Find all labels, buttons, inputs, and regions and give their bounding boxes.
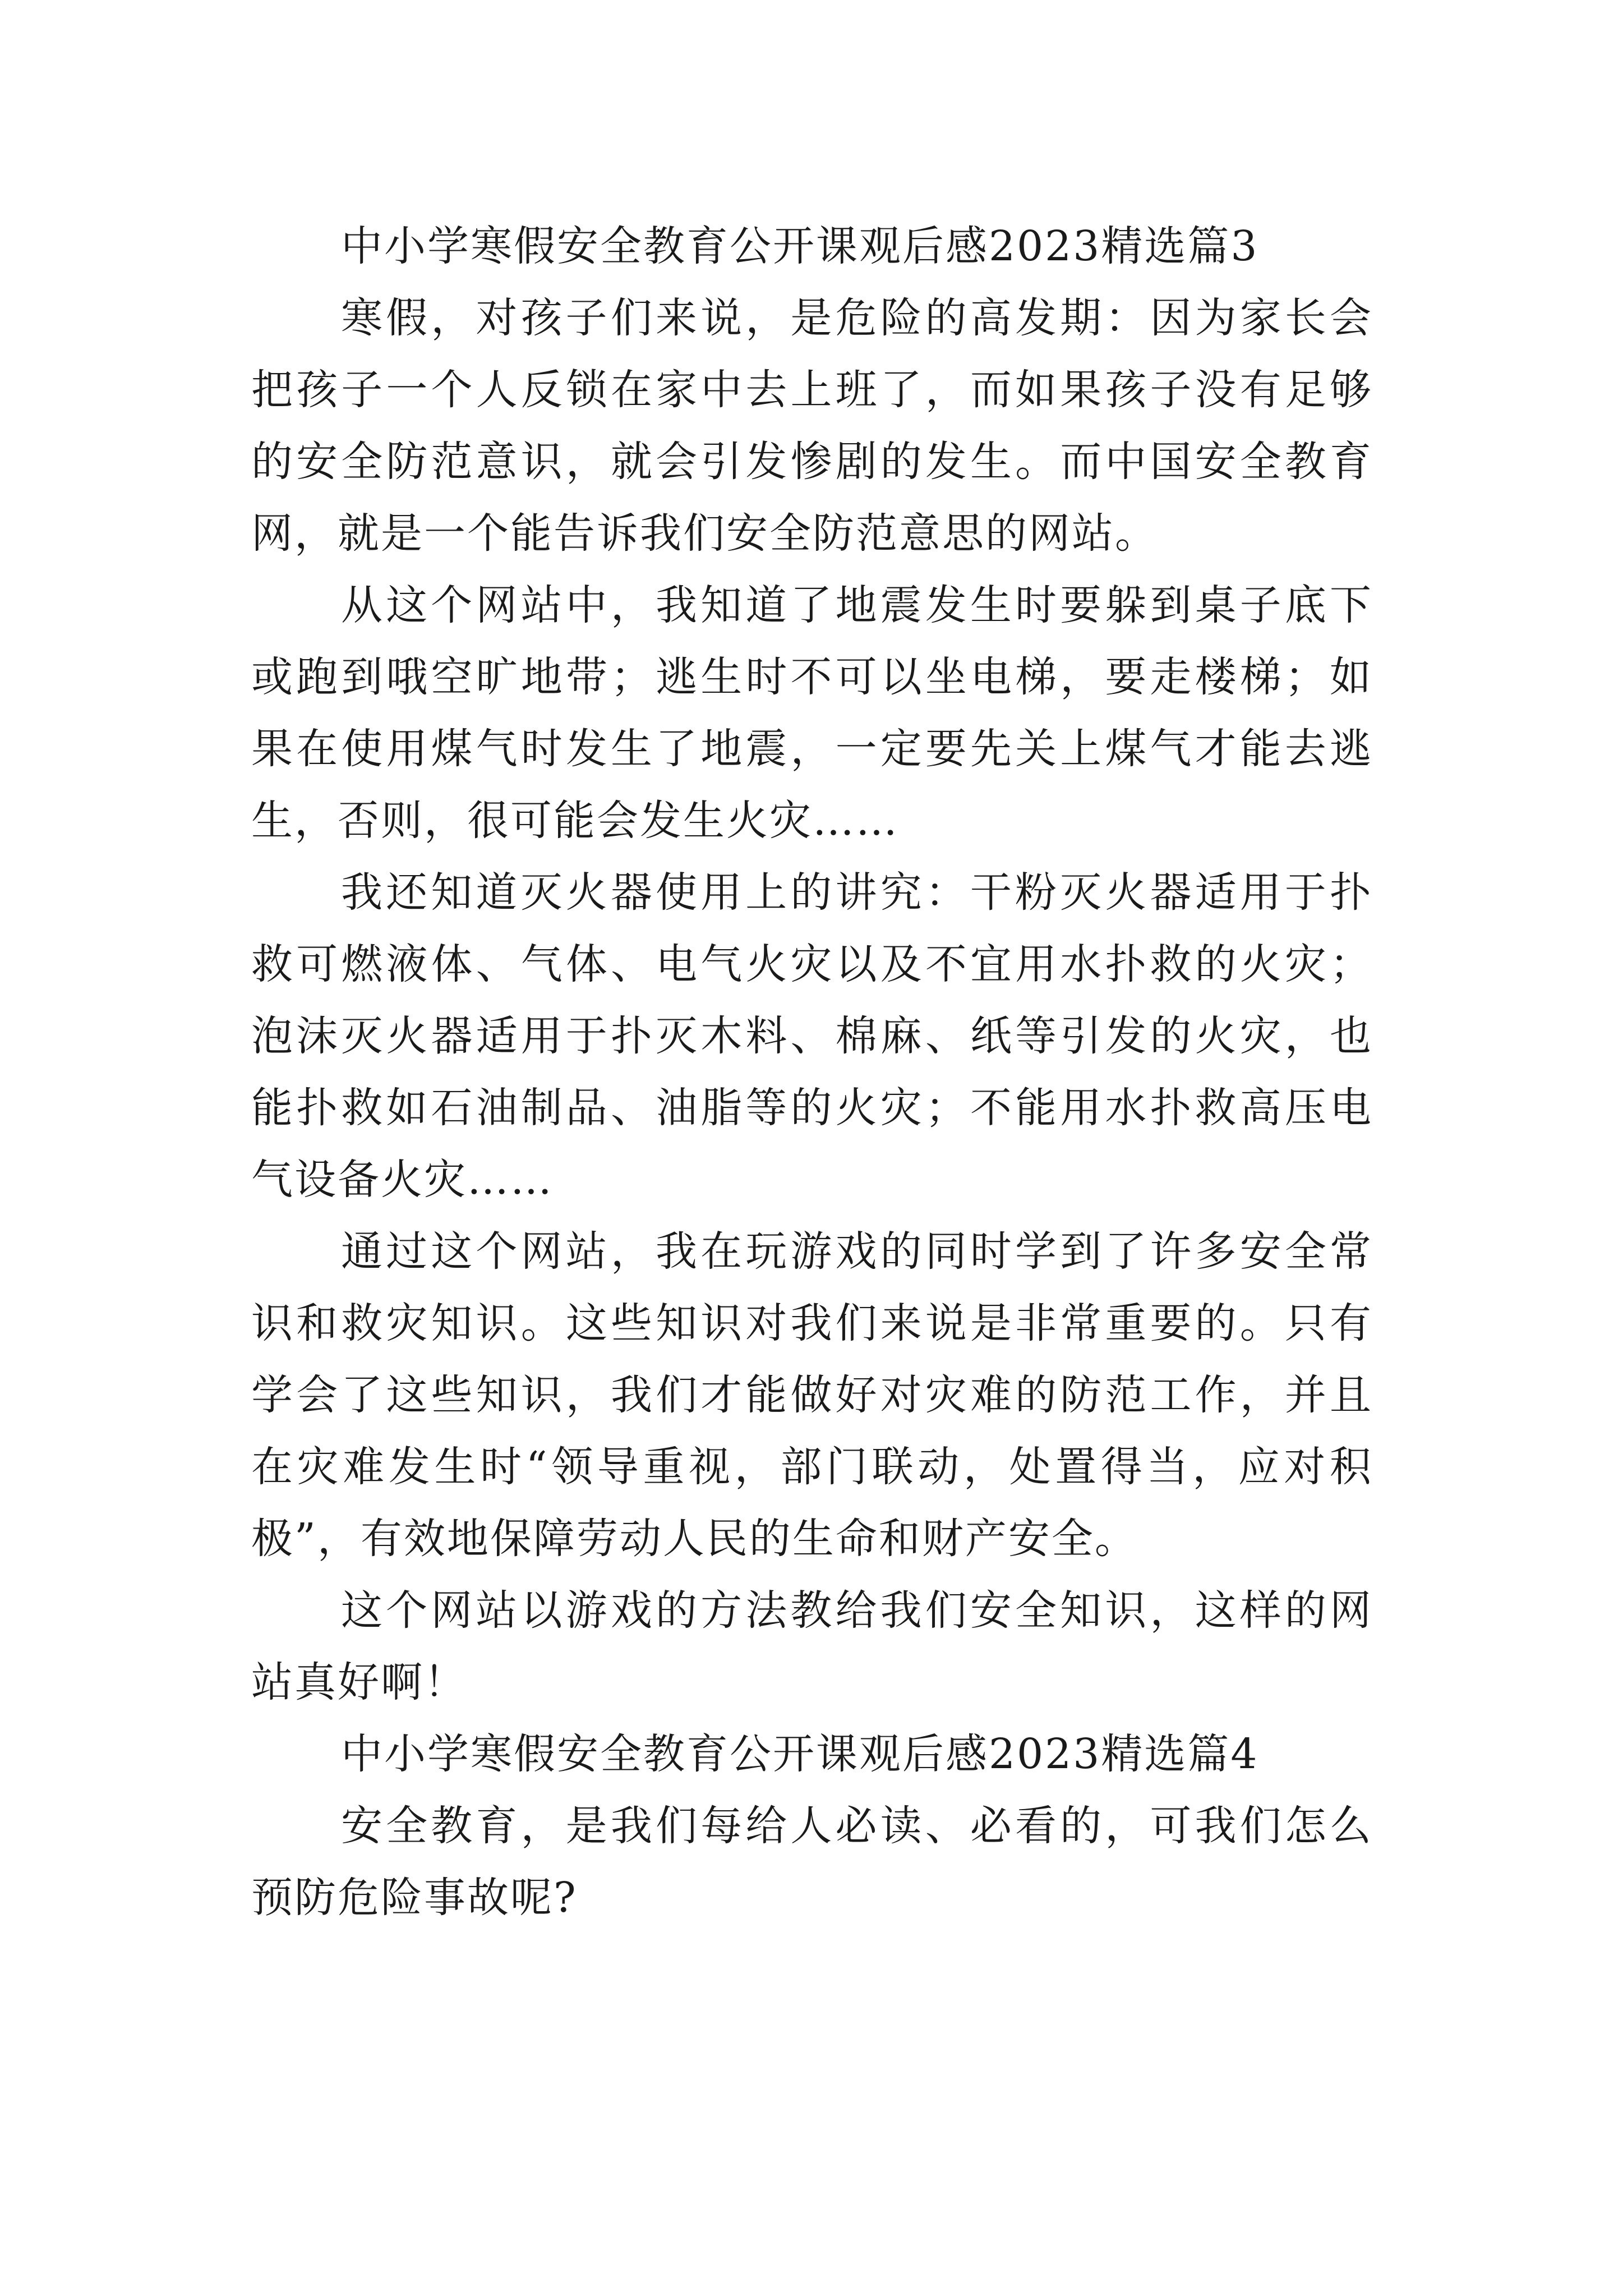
paragraph: 从这个网站中，我知道了地震发生时要躲到桌子底下或跑到哦空旷地带；逃生时不可以坐电梯，要走楼梯；如果在使用煤气时发生了地震，一定要先关上煤气才能去逃生，否则，很可能会发生火灾…… [251, 581, 1373, 845]
section-heading-3: 中小学寒假安全教育公开课观后感2023精选篇3 [341, 222, 1259, 270]
paragraph: 安全教育，是我们每给人必读、必看的，可我们怎么预防危险事故呢? [251, 1802, 1373, 1922]
paragraph: 我还知道灭火器使用上的讲究：干粉灭火器适用于扑救可燃液体、气体、电气火灾以及不宜用水扑救的火灾；泡沫灭火器适用于扑灭木料、棉麻、纸等引发的火灾，也能扑救如石油制品、油脂等的火灾；不能用水扑救高压电气设备火灾…… [251, 868, 1373, 1204]
paragraph: 寒假，对孩子们来说，是危险的高发期：因为家长会把孩子一个人反锁在家中去上班了，而如果孩子没有足够的安全防范意识，就会引发惨剧的发生。而中国安全教育网，就是一个能告诉我们安全防范意思的网站。 [251, 294, 1373, 558]
paragraph: 通过这个网站，我在玩游戏的同时学到了许多安全常识和救灾知识。这些知识对我们来说是非常重要的。只有学会了这些知识，我们才能做好对灾难的防范工作，并且在灾难发生时“领导重视，部门联动，处置得当，应对积极”，有效地保障劳动人民的生命和财产安全。 [251, 1227, 1373, 1563]
paragraph: 这个网站以游戏的方法教给我们安全知识，这样的网站真好啊！ [251, 1586, 1373, 1706]
document-body [251, 210, 1373, 1934]
section-heading-4: 中小学寒假安全教育公开课观后感2023精选篇4 [341, 1730, 1259, 1778]
